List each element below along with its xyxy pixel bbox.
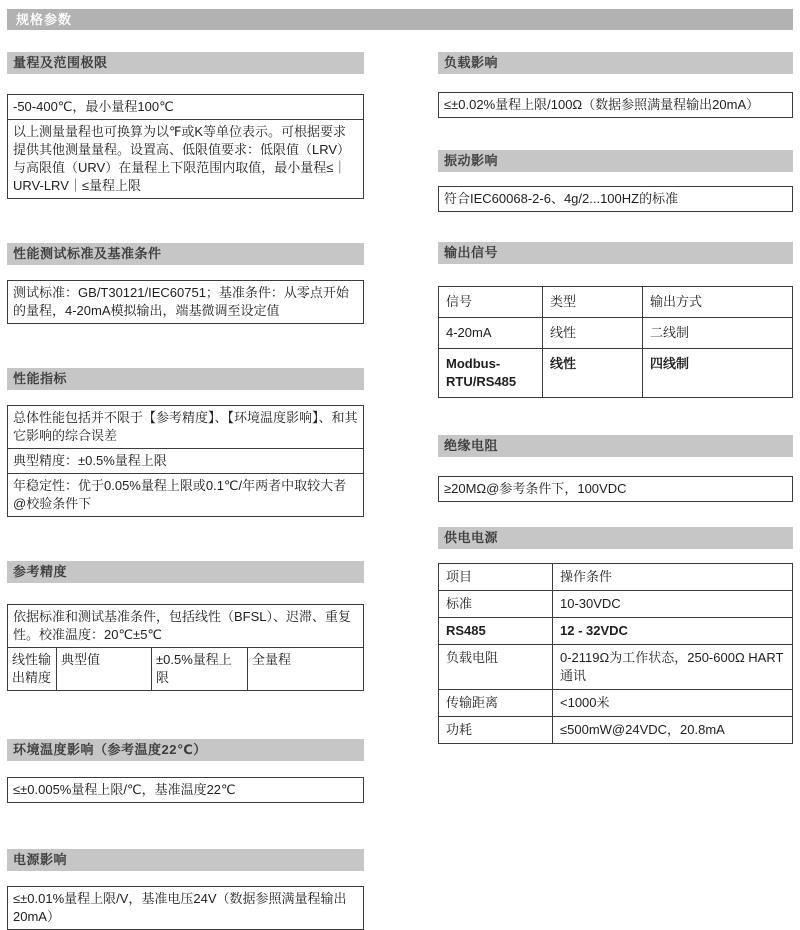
section-heading-range: 量程及范围极限 (7, 52, 364, 74)
condition-cell: 10-30VDC (552, 591, 792, 617)
power-influence-box (7, 886, 364, 930)
section-heading-insulation: 绝缘电阻 (438, 435, 793, 457)
performance-overall-text: 总体性能包括并不限于【参考精度】、【环境温度影响】、和其它影响的综合误差 (13, 410, 358, 443)
performance-stability-text: 年稳定性：优于0.05%量程上限或0.1℃/年两者中取较大者@校验条件下 (8, 473, 363, 516)
test-standard-box (7, 280, 364, 324)
item-cell: 功耗 (446, 722, 473, 737)
load-influence-text: ≤±0.02%量程上限/100Ω（数据参照满量程输出20mA） (444, 97, 760, 112)
section-heading-performance: 性能指标 (7, 368, 364, 390)
output-signal-header-row (439, 287, 792, 317)
condition-cell: 12 - 32VDC (552, 618, 792, 644)
right-column (438, 52, 793, 930)
table-row (439, 348, 792, 397)
section-heading-test-standard: 性能测试标准及基准条件 (7, 243, 364, 265)
power-supply-header-row (439, 564, 792, 590)
mode-cell: 四线制 (642, 349, 792, 397)
section-heading-power-supply: 供电电源 (438, 527, 793, 549)
condition-cell: <1000米 (552, 690, 792, 716)
performance-typical-text: 典型精度：±0.5%量程上限 (8, 448, 363, 473)
test-standard-text: 测试标准：GB/T30121/IEC60751；基准条件：从零点开始的量程，4-20mA模拟输出，端基微调至设定值 (13, 285, 349, 318)
table-row (439, 590, 792, 617)
accuracy-cell-value: ±0.5%量程上限 (151, 648, 247, 690)
item-cell: 传输距离 (446, 695, 499, 710)
table-row (439, 617, 792, 644)
section-heading-output-signal: 输出信号 (438, 242, 793, 264)
section-heading-reference-accuracy: 参考精度 (7, 561, 364, 583)
signal-cell: 4-20mA (446, 325, 492, 340)
condition-cell: 0-2119Ω为工作状态，250-600Ω HART通讯 (552, 645, 792, 689)
vibration-box (438, 186, 793, 212)
column-header-condition: 操作条件 (552, 564, 792, 590)
table-row (439, 317, 792, 348)
column-header-item: 项目 (446, 569, 473, 584)
page-title: 规格参数 (7, 9, 793, 30)
range-note-text: 以上测量量程也可换算为以℉或K等单位表示。可根据要求提供其他测量量程。设置高、低限值要求：低限值（LRV）与高限值（URV）在量程上下限范围内取值，最小量程≤｜URV-LRV｜≤量程上限 (8, 119, 363, 198)
column-header-type: 类型 (542, 287, 642, 317)
left-column (7, 52, 364, 930)
insulation-text: ≥20MΩ@参考条件下，100VDC (444, 481, 627, 496)
accuracy-cell-label: 线性输出精度 (12, 652, 52, 685)
insulation-box (438, 476, 793, 502)
power-influence-text: ≤±0.01%量程上限/V，基准电压24V（数据参照满量程输出20mA） (13, 891, 347, 924)
column-header-mode: 输出方式 (642, 287, 792, 317)
reference-accuracy-intro: 依据标准和测试基准条件，包括线性（BFSL）、迟滞、重复性。校准温度：20℃±5℃ (13, 609, 352, 642)
type-cell: 线性 (542, 349, 642, 397)
type-cell: 线性 (542, 318, 642, 348)
ambient-temp-box (7, 777, 364, 803)
section-heading-vibration: 振动影响 (438, 150, 793, 172)
output-signal-table (438, 286, 793, 398)
column-header-signal: 信号 (446, 294, 473, 309)
accuracy-cell-typical: 典型值 (56, 648, 151, 690)
power-supply-table (438, 563, 793, 744)
reference-accuracy-row (8, 647, 363, 690)
column-gap (364, 52, 438, 930)
ambient-temp-text: ≤±0.005%量程上限/℃，基准温度22℃ (13, 782, 236, 797)
performance-box (7, 405, 364, 517)
section-heading-load-influence: 负载影响 (438, 52, 793, 74)
table-row (439, 689, 792, 716)
reference-accuracy-box (7, 604, 364, 691)
two-column-layout (7, 52, 793, 930)
accuracy-cell-span: 全量程 (247, 648, 363, 690)
signal-cell: Modbus-RTU/RS485 (446, 356, 517, 389)
item-cell: RS485 (446, 623, 486, 638)
item-cell: 负载电阻 (446, 650, 499, 665)
range-value-text: -50-400℃，最小量程100℃ (13, 99, 174, 114)
item-cell: 标准 (446, 596, 473, 611)
table-row (439, 716, 792, 743)
section-heading-power-influence: 电源影响 (7, 849, 364, 871)
table-row (439, 644, 792, 689)
range-limits-box (7, 94, 364, 199)
section-heading-ambient-temp: 环境温度影响（参考温度22℃） (7, 739, 364, 761)
vibration-text: 符合IEC60068-2-6、4g/2...100HZ的标准 (444, 191, 679, 206)
condition-cell: ≤500mW@24VDC，20.8mA (552, 717, 792, 743)
mode-cell: 二线制 (642, 318, 792, 348)
load-influence-box (438, 92, 793, 118)
